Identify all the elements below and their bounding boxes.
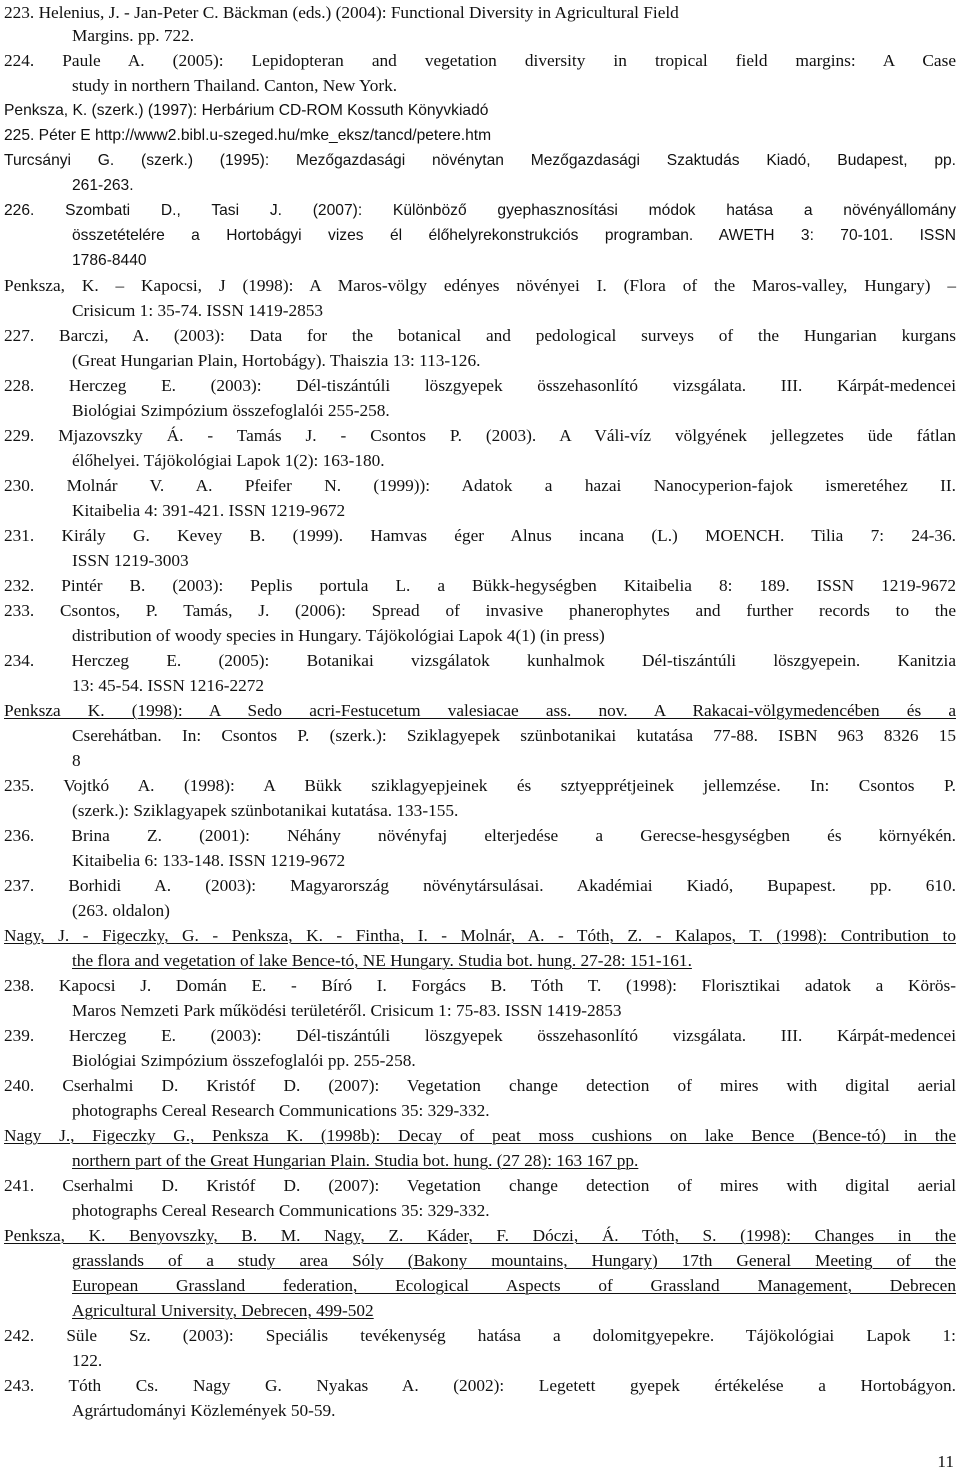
text-line: 231. Király G. Kevey B. (1999). Hamvas éger Alnus incana (L.) MOENCH. Tilia 7: 24-36. — [4, 526, 956, 545]
text-line: 242. Süle Sz. (2003): Speciális tevékenység hatása a dolomitgyepekre. Tájökológiai Lapok 1: — [4, 1326, 956, 1345]
text-line: European Grassland federation, Ecological Aspects of Grassland Management, Debrecen — [72, 1276, 956, 1295]
text-line: 234. Herczeg E. (2005): Botanikai vizsgálatok kunhalmok Dél-tiszántúli löszgyepein. Kanitzia — [4, 651, 956, 670]
text-line: 228. Herczeg E. (2003): Dél-tiszántúli löszgyepek összehasonlító vizsgálata. III. Kárpát-medencei — [4, 376, 956, 395]
text-line: Penksza, K. Benyovszky, B. M. Nagy, Z. Káder, F. Dóczi, Á. Tóth, S. (1998): Changes in the — [4, 1226, 956, 1245]
text-line: Nagy, J. - Figeczky, G. - Penksza, K. - Fintha, I. - Molnár, A. - Tóth, Z. - Kalapos, T. (1998): Contribution to — [4, 926, 956, 945]
text-line: Penksza, K. – Kapocsi, J (1998): A Maros-völgy edényes növényei I. (Flora of the Maros-valley, Hungary) – — [4, 276, 956, 295]
text-line: ISSN 1219-3003 — [72, 551, 189, 570]
text-line: Penksza, K. (szerk.) (1997): Herbárium CD-ROM Kossuth Könyvkiadó — [4, 102, 489, 119]
text-line: 238. Kapocsi J. Domán E. - Bíró I. Forgács B. Tóth T. (1998): Florisztikai adatok a Körös- — [4, 976, 956, 995]
text-line: 241. Cserhalmi D. Kristóf D. (2007): Vegetation change detection of mires with digital aerial — [4, 1176, 956, 1195]
text-line: 229. Mjazovszky Á. - Tamás J. - Csontos P. (2003). A Váli-víz völgyének jellegzetes üde fátlan — [4, 426, 956, 445]
text-line: 239. Herczeg E. (2003): Dél-tiszántúli löszgyepek összehasonlító vizsgálata. III. Kárpát-medencei — [4, 1026, 956, 1045]
text-line: 226. Szombati D., Tasi J. (2007): Különböző gyephasznosítási módok hatása a növényállomány — [4, 202, 956, 219]
text-line: 225. Péter E http://www2.bibl.u-szeged.hu/mke_eksz/tancd/petere.htm — [4, 127, 492, 144]
text-line: Biológiai Szimpózium összefoglalói pp. 255-258. — [72, 1051, 416, 1070]
text-line: Kitaibelia 4: 391-421. ISSN 1219-9672 — [72, 501, 346, 520]
text-line: Kitaibelia 6: 133-148. ISSN 1219-9672 — [72, 851, 346, 870]
text-line: Cserehátban. In: Csontos P. (szerk.): Sziklagyepek szünbotanikai kutatása 77-88. ISBN 963 8326 15 — [72, 726, 956, 745]
text-line: northern part of the Great Hungarian Plain. Studia bot. hung. (27 28): 163 167 pp. — [72, 1151, 639, 1170]
text-line: study in northern Thailand. Canton, New York. — [72, 76, 398, 95]
text-line: összetételére a Hortobágyi vizes él élőhelyrekonstrukciós programban. AWETH 3: 70-101. ISSN — [72, 227, 956, 244]
text-line: 223. Helenius, J. - Jan-Peter C. Bäckman (eds.) (2004): Functional Diversity in Agricultural Field — [4, 3, 679, 22]
text-line: (Great Hungarian Plain, Hortobágy). Thaiszia 13: 113-126. — [72, 351, 481, 370]
text-line: the flora and vegetation of lake Bence-tó, NE Hungary. Studia bot. hung. 27-28: 151-161. — [72, 951, 692, 970]
page-number: 11 — [937, 1452, 954, 1471]
text-line: (szerk.): Sziklagyapek szünbotanikai kutatása. 133-155. — [72, 801, 459, 820]
text-line: 240. Cserhalmi D. Kristóf D. (2007): Vegetation change detection of mires with digital aerial — [4, 1076, 956, 1095]
text-line: Penksza K. (1998): A Sedo acri-Festucetum valesiacae ass. nov. A Rakacai-völgymedencében és a — [4, 701, 956, 720]
text-line: photographs Cereal Research Communications 35: 329-332. — [72, 1101, 490, 1120]
text-line: 261-263. — [72, 177, 134, 194]
text-line: 224. Paule A. (2005): Lepidopteran and vegetation diversity in tropical field margins: A Case — [4, 51, 956, 70]
text-line: 13: 45-54. ISSN 1216-2272 — [72, 676, 265, 695]
text-line: grasslands of a study area Sóly (Bakony mountains, Hungary) 17th General Meeting of the — [72, 1251, 956, 1270]
text-line: (263. oldalon) — [72, 901, 170, 920]
text-line: Agricultural University, Debrecen, 499-502 — [72, 1301, 374, 1320]
text-line: 235. Vojtkó A. (1998): A Bükk sziklagyepjeinek és sztyepprétjeinek jellemzése. In: Csontos P. — [4, 776, 956, 795]
text-line: photographs Cereal Research Communications 35: 329-332. — [72, 1201, 490, 1220]
text-line: Maros Nemzeti Park működési területéről. Crisicum 1: 75-83. ISSN 1419-2853 — [72, 1001, 622, 1020]
text-line: 236. Brina Z. (2001): Néhány növényfaj elterjedése a Gerecse-hesgységben és környékén. — [4, 826, 956, 845]
text-line: 8 — [72, 751, 81, 770]
text-line: 227. Barczi, A. (2003): Data for the botanical and pedological surveys of the Hungarian kurgans — [4, 326, 956, 345]
text-line: Turcsányi G. (szerk.) (1995): Mezőgazdasági növénytan Mezőgazdasági Szaktudás Kiadó, Budapest, pp. — [4, 152, 956, 169]
text-line: 122. — [72, 1351, 103, 1370]
text-line: Nagy J., Figeczky G., Penksza K. (1998b): Decay of peat moss cushions on lake Bence (Bence-tó) in the — [4, 1126, 956, 1145]
text-line: Crisicum 1: 35-74. ISSN 1419-2853 — [72, 301, 324, 320]
text-line: Biológiai Szimpózium összefoglalói 255-258. — [72, 401, 390, 420]
text-line: élőhelyei. Tájökológiai Lapok 1(2): 163-180. — [72, 451, 385, 470]
text-line: 233. Csontos, P. Tamás, J. (2006): Spread of invasive phanerophytes and further records to the — [4, 601, 956, 620]
text-line: 230. Molnár V. A. Pfeifer N. (1999)): Adatok a hazai Nanocyperion-fajok ismeretéhez II. — [4, 476, 956, 495]
text-line: Agrártudományi Közlemények 50-59. — [72, 1401, 336, 1420]
text-line: distribution of woody species in Hungary. Tájökológiai Lapok 4(1) (in press) — [72, 626, 605, 645]
text-line: 237. Borhidi A. (2003): Magyarország növénytársulásai. Akadémiai Kiadó, Bupapest. pp. 610. — [4, 876, 956, 895]
text-line: 232. Pintér B. (2003): Peplis portula L. a Bükk-hegységben Kitaibelia 8: 189. ISSN 1219-9672 — [4, 576, 956, 595]
text-line: Margins. pp. 722. — [72, 26, 195, 45]
text-line: 1786-8440 — [72, 252, 147, 269]
text-line: 243. Tóth Cs. Nagy G. Nyakas A. (2002): Legetett gyepek értékelése a Hortobágyon. — [4, 1376, 956, 1395]
